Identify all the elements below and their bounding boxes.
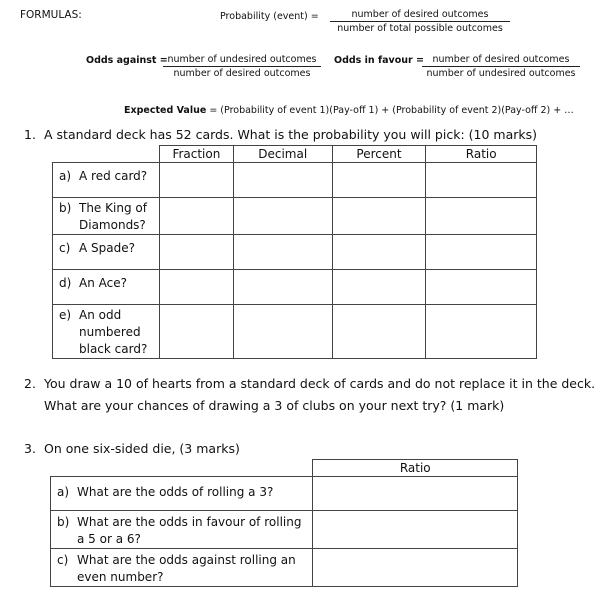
- odds-against-denominator: number of desired outcomes: [173, 68, 311, 79]
- q1-b-fraction-cell[interactable]: [159, 198, 233, 235]
- q2-prompt: [24, 376, 595, 391]
- q1-d-decimal-cell[interactable]: [233, 270, 332, 305]
- q1-row-d: [53, 270, 537, 305]
- q2-number: 2.: [24, 376, 36, 391]
- q1-header-decimal: Decimal: [233, 146, 332, 163]
- q3-header-blank: [51, 460, 313, 477]
- q2-line1: You draw a 10 of hearts from a standard deck of cards and do not replace it in the deck.: [44, 376, 596, 391]
- q3-row-c-label: c) What are the odds against rolling an even number?: [51, 549, 313, 587]
- q3-prompt: [24, 441, 240, 456]
- q1-b-percent-cell[interactable]: [332, 198, 426, 235]
- q3-row-c: [51, 549, 518, 587]
- q1-prompt: [24, 127, 537, 142]
- odds-favour-numerator: number of desired outcomes: [422, 54, 580, 67]
- q3-header-ratio: Ratio: [313, 460, 518, 477]
- odds-favour-label: Odds in favour =: [334, 55, 424, 66]
- q1-table: [52, 145, 537, 359]
- q1-row-e: [53, 305, 537, 359]
- probability-fraction: [330, 9, 510, 34]
- expected-value-label: Expected Value: [124, 105, 207, 116]
- probability-denominator: number of total possible outcomes: [337, 23, 503, 34]
- q1-e-fraction-cell[interactable]: [159, 305, 233, 359]
- q1-row-c-label: c) A Spade?: [53, 235, 160, 270]
- q1-b-ratio-cell[interactable]: [426, 198, 537, 235]
- q3-row-a-label: a) What are the odds of rolling a 3?: [51, 477, 313, 511]
- q1-c-decimal-cell[interactable]: [233, 235, 332, 270]
- q3-b-ratio-cell[interactable]: [313, 511, 518, 549]
- q1-e-percent-cell[interactable]: [332, 305, 426, 359]
- q1-e-ratio-cell[interactable]: [426, 305, 537, 359]
- q1-row-b-label: b) The King of Diamonds?: [53, 198, 160, 235]
- q1-header-percent: Percent: [332, 146, 426, 163]
- q1-row-e-label: e) An odd numbered black card?: [53, 305, 160, 359]
- probability-numerator: number of desired outcomes: [330, 9, 510, 22]
- q1-e-decimal-cell[interactable]: [233, 305, 332, 359]
- formulas-heading: FORMULAS:: [20, 9, 82, 21]
- odds-favour-denominator: number of undesired outcomes: [426, 68, 576, 79]
- q1-text: A standard deck has 52 cards. What is the probability you will pick: (10 marks): [44, 127, 537, 142]
- odds-against-label: Odds against =: [86, 55, 168, 66]
- q1-c-ratio-cell[interactable]: [426, 235, 537, 270]
- odds-against-numerator: number of undesired outcomes: [163, 54, 321, 67]
- q1-row-a: [53, 163, 537, 198]
- odds-against-fraction: [163, 54, 321, 79]
- probability-label: Probability (event) =: [220, 11, 319, 22]
- q3-c-ratio-cell[interactable]: [313, 549, 518, 587]
- q1-header-row: [53, 146, 537, 163]
- q1-row-b: [53, 198, 537, 235]
- q1-header-fraction: Fraction: [159, 146, 233, 163]
- odds-favour-fraction: [422, 54, 580, 79]
- q1-a-percent-cell[interactable]: [332, 163, 426, 198]
- q1-row-a-label: a) A red card?: [53, 163, 160, 198]
- q3-a-ratio-cell[interactable]: [313, 477, 518, 511]
- q1-a-ratio-cell[interactable]: [426, 163, 537, 198]
- q1-header-ratio: Ratio: [426, 146, 537, 163]
- q2-line2: What are your chances of drawing a 3 of clubs on your next try? (1 mark): [44, 398, 505, 413]
- q1-d-percent-cell[interactable]: [332, 270, 426, 305]
- q3-header-row: [51, 460, 518, 477]
- q1-c-fraction-cell[interactable]: [159, 235, 233, 270]
- q1-c-percent-cell[interactable]: [332, 235, 426, 270]
- q3-row-a: [51, 477, 518, 511]
- q1-d-ratio-cell[interactable]: [426, 270, 537, 305]
- q1-b-decimal-cell[interactable]: [233, 198, 332, 235]
- q3-row-b-label: b) What are the odds in favour of rolling a 5 or a 6?: [51, 511, 313, 549]
- q1-d-fraction-cell[interactable]: [159, 270, 233, 305]
- q3-table: [50, 459, 518, 587]
- expected-value-formula: [124, 105, 574, 116]
- q1-header-blank: [53, 146, 160, 163]
- q1-a-decimal-cell[interactable]: [233, 163, 332, 198]
- q1-row-d-label: d) An Ace?: [53, 270, 160, 305]
- q1-number: 1.: [24, 127, 36, 142]
- expected-value-text: = (Probability of event 1)(Pay-off 1) + (Probability of event 2)(Pay-off 2) + …: [209, 105, 574, 116]
- q3-row-b: [51, 511, 518, 549]
- q1-a-fraction-cell[interactable]: [159, 163, 233, 198]
- q3-number: 3.: [24, 441, 36, 456]
- q3-text: On one six-sided die, (3 marks): [44, 441, 240, 456]
- q1-row-c: [53, 235, 537, 270]
